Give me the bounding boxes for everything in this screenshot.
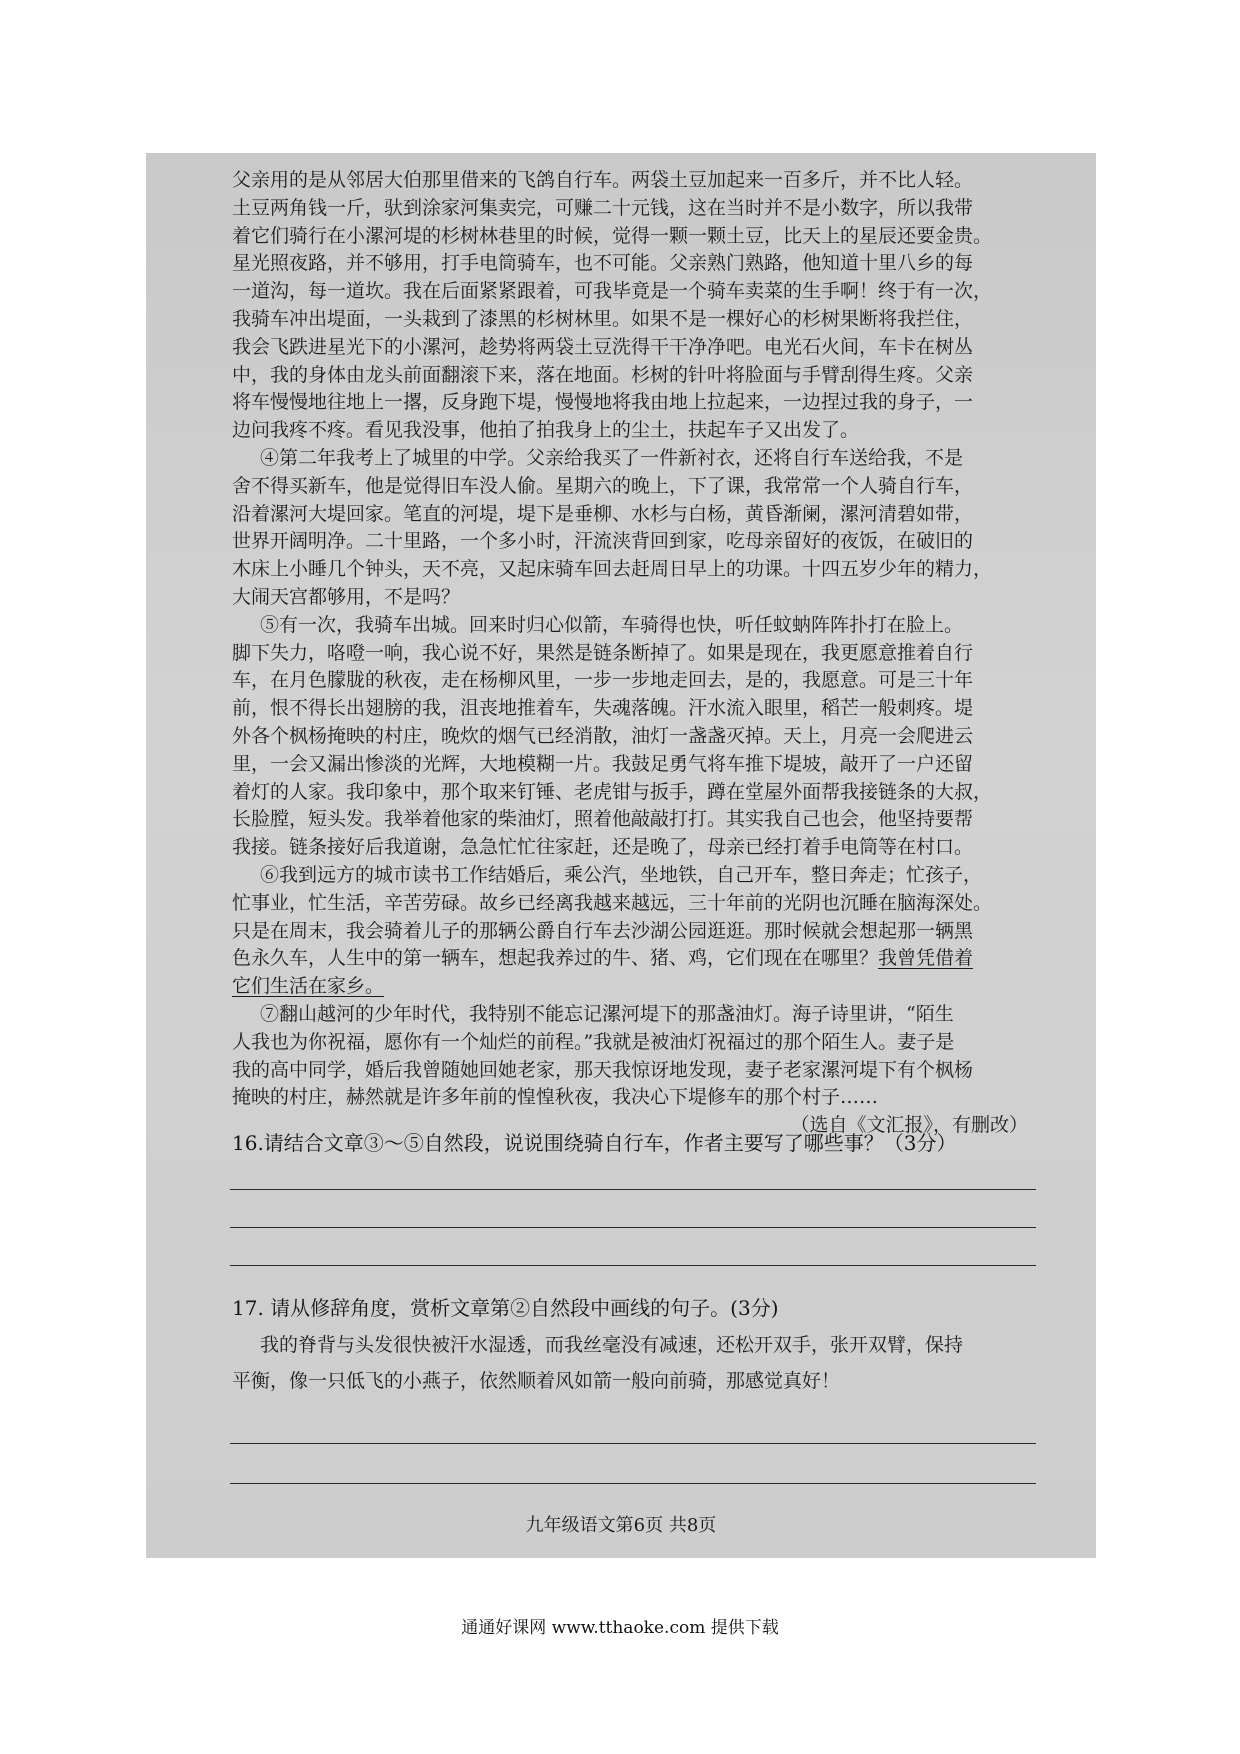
paragraph-6-line: 只是在周末，我会骑着儿子的那辆公爵自行车去沙湖公园逛逛。那时候就会想起那一辆黑	[232, 919, 974, 942]
paragraph-4-line: ④第二年我考上了城里的中学。父亲给我买了一件新衬衣，还将自行车送给我，不是	[260, 446, 964, 469]
paragraph-6-line	[232, 973, 1028, 1001]
paragraph-7-line: ⑦翻山越河的少年时代，我特别不能忘记漯河堤下的那盏油灯。海子诗里讲，“陌生	[260, 1002, 954, 1025]
passage-line: 着它们骑行在小漯河堤的杉树林巷里的时候，觉得一颗一颗土豆，比天上的星辰还要金贵。	[232, 224, 993, 247]
quoted-line-2: 平衡，像一只低飞的小燕子，依然顺着风如箭一般向前骑，那感觉真好！	[232, 1370, 841, 1392]
question-17: 17. 请从修辞角度，赏析文章第②自然段中画线的句子。(3分)	[232, 1296, 779, 1320]
paragraph-5-line: 长脸膛，短头发。我举着他家的柴油灯，照着他敲敲打打。其实我自己也会，他坚持要帮	[232, 808, 974, 831]
passage-line: 边问我疼不疼。看见我没事，他拍了拍我身上的尘土，扶起车子又出发了。	[232, 419, 860, 442]
answer-line[interactable]	[230, 1227, 1036, 1228]
answer-line[interactable]	[230, 1483, 1036, 1484]
passage-line: 土豆两角钱一斤，驮到涂家河集卖完，可赚二十元钱，这在当时并不是小数字，所以我带	[232, 196, 974, 219]
paragraph-7-line: 人我也为你祝福，愿你有一个灿烂的前程。”我就是被油灯祝福过的那个陌生人。妻子是	[232, 1030, 955, 1053]
reading-passage	[232, 167, 1028, 1140]
paragraph-5-line: 外各个枫杨掩映的村庄，晚炊的烟气已经消散，油灯一盏盏灭掉。天上，月亮一会爬进云	[232, 724, 974, 747]
underlined-sentence-start: 我曾凭借着	[878, 947, 974, 970]
scanned-exam-page	[146, 153, 1096, 1558]
passage-line: 星光照夜路，并不够用，打手电筒骑车，也不可能。父亲熟门熟路，他知道十里八乡的每	[232, 252, 974, 275]
paragraph-4-line: 大闹天宫都够用，不是吗？	[232, 585, 461, 608]
passage-line: 中，我的身体由龙头前面翻滚下来，落在地面。杉树的针叶将脸面与手臂刮得生疼。父亲	[232, 363, 974, 386]
paragraph-4-line: 舍不得买新车，他是觉得旧车没人偷。星期六的晚上，下了课，我常常一个人骑自行车，	[232, 474, 974, 497]
paragraph-4-line: 世界开阔明净。二十里路，一个多小时，汗流浃背回到家，吃母亲留好的夜饭，在破旧的	[232, 530, 974, 553]
quoted-sentence	[232, 1327, 1028, 1399]
paragraph-7-line: 我的高中同学，婚后我曾随她回她老家，那天我惊讶地发现，妻子老家漯河堤下有个枫杨	[232, 1058, 974, 1081]
paragraph-6-text: 色永久车，人生中的第一辆车，想起我养过的牛、猪、鸡，它们现在在哪里？	[232, 947, 879, 970]
passage-line: 将车慢慢地往地上一撂，反身跑下堤，慢慢地将我由地上拉起来，一边捏过我的身子，一	[232, 391, 974, 414]
passage-line: 我骑车冲出堤面，一头栽到了漆黑的杉树林里。如果不是一棵好心的杉树果断将我拦住，	[232, 307, 974, 330]
answer-line[interactable]	[230, 1265, 1036, 1266]
source-citation: （选自《文汇报》，有删改）	[790, 1114, 1028, 1137]
quoted-line-1: 我的脊背与头发很快被汗水湿透，而我丝毫没有减速，还松开双手，张开双臂，保持	[260, 1334, 964, 1356]
paragraph-4-line: 沿着漯河大堤回家。笔直的河堤，堤下是垂柳、水杉与白杨，黄昏渐阑，漯河清碧如带，	[232, 502, 974, 525]
page-number-footer: 九年级语文第6页 共8页	[525, 1515, 717, 1536]
question-16: 16.请结合文章③～⑤自然段，说说围绕骑自行车，作者主要写了哪些事？（3分）	[232, 1131, 957, 1155]
underlined-sentence-end: 它们生活在家乡。	[232, 975, 385, 998]
passage-line: 一道沟，每一道坎。我在后面紧紧跟着，可我毕竟是一个骑车卖菜的生手啊！终于有一次，	[232, 280, 993, 303]
answer-line[interactable]	[230, 1443, 1036, 1444]
download-credit: 通通好课网 www.tthaoke.com 提供下载	[461, 1618, 779, 1638]
paragraph-5-line: 着灯的人家。我印象中，那个取来钉锤、老虎钳与扳手，蹲在堂屋外面帮我接链条的大叔，	[232, 780, 993, 803]
paragraph-6-line	[232, 945, 1028, 973]
paragraph-6-line: ⑥我到远方的城市读书工作结婚后，乘公汽，坐地铁，自己开车，整日奔走；忙孩子，	[260, 863, 983, 886]
paragraph-5-line: 我接。链条接好后我道谢，急急忙忙往家赶，还是晚了，母亲已经打着手电筒等在村口。	[232, 836, 974, 859]
paragraph-5-line: 前，恨不得长出翅膀的我，沮丧地推着车，失魂落魄。汗水流入眼里，稻芒一般刺疼。堤	[232, 697, 974, 720]
paragraph-5-line: 脚下失力，咯噔一响，我心说不好，果然是链条断掉了。如果是现在，我更愿意推着自行	[232, 641, 974, 664]
paragraph-5-line: 车，在月色朦胧的秋夜，走在杨柳风里，一步一步地走回去，是的，我愿意。可是三十年	[232, 669, 974, 692]
paragraph-4-line: 木床上小睡几个钟头，天不亮，又起床骑车回去赶周日早上的功课。十四五岁少年的精力，	[232, 558, 993, 581]
answer-line[interactable]	[230, 1189, 1036, 1190]
paragraph-5-line: ⑤有一次，我骑车出城。回来时归心似箭，车骑得也快，听任蚊蚋阵阵扑打在脸上。	[260, 613, 964, 636]
paragraph-6-line: 忙事业，忙生活，辛苦劳碌。故乡已经离我越来越远，三十年前的光阴也沉睡在脑海深处。	[232, 891, 993, 914]
passage-line: 父亲用的是从邻居大伯那里借来的飞鸽自行车。两袋土豆加起来一百多斤，并不比人轻。	[232, 169, 974, 191]
paragraph-7-line: 掩映的村庄，赫然就是许多年前的惶惶秋夜，我决心下堤修车的那个村子……	[232, 1086, 879, 1109]
passage-line: 我会飞跌进星光下的小漯河，趁势将两袋土豆洗得干干净净吧。电光石火间，车卡在树丛	[232, 335, 974, 358]
paragraph-5-line: 里，一会又漏出惨淡的光辉，大地模糊一片。我鼓足勇气将车推下堤坡，敲开了一户还留	[232, 752, 974, 775]
